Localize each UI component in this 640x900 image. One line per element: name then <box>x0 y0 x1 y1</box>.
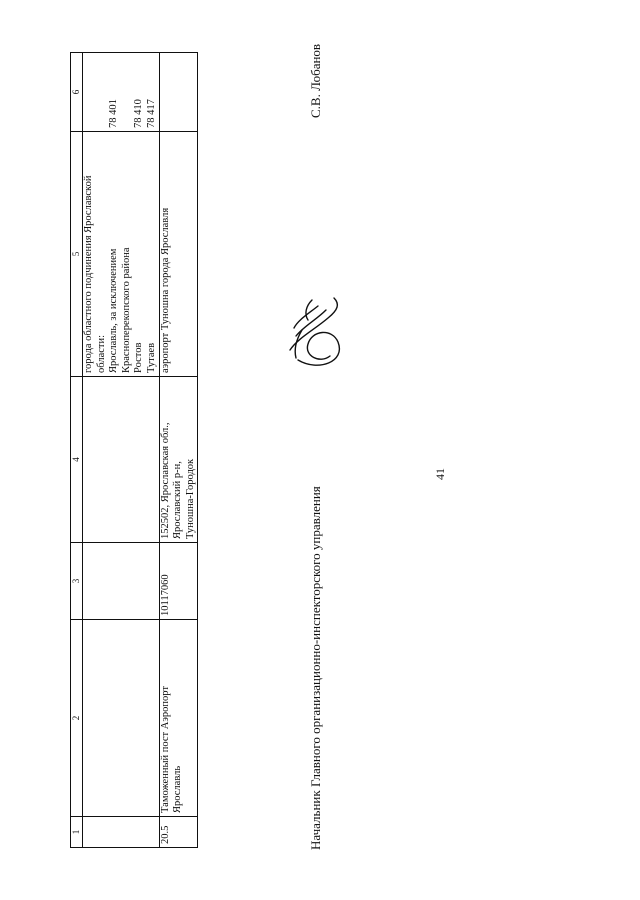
row-number-cell <box>83 817 160 848</box>
column-header-3: 3 <box>71 543 83 620</box>
table-row <box>159 53 198 848</box>
table-row <box>83 53 160 848</box>
address-line: 152502, Ярославская обл., <box>159 422 171 539</box>
territory-cell <box>159 132 198 377</box>
okato-cell <box>159 53 198 132</box>
okato-code <box>96 56 109 128</box>
column-header-2: 2 <box>71 620 83 817</box>
signatory-position: Начальник Главного организационно-инспекторского управления <box>308 486 323 850</box>
post-name-line: Ярославль <box>172 765 184 813</box>
territory-line: аэропорт Туношна города Ярославля <box>159 207 171 373</box>
column-header-6: 6 <box>71 53 83 132</box>
okato-code <box>83 56 96 128</box>
territory-cell <box>83 132 160 377</box>
okato-cell <box>83 53 160 132</box>
territory-line: Ростов <box>133 342 145 373</box>
okato-code: 78 417 <box>145 99 157 128</box>
table-header-row <box>71 53 83 848</box>
post-code-cell: 10117060 <box>159 543 198 620</box>
handwritten-signature <box>268 290 358 380</box>
post-name-cell <box>83 620 160 817</box>
address-cell <box>83 377 160 543</box>
address-cell <box>159 377 198 543</box>
column-header-5: 5 <box>71 132 83 377</box>
okato-code <box>121 56 134 128</box>
post-name-cell <box>159 620 198 817</box>
address-line: Ярославский р-н, <box>172 461 184 539</box>
row-number-cell: 20.5 <box>159 817 198 848</box>
address-line: Туношна-Городок <box>184 458 196 539</box>
territory-line: Красноперекопского района <box>120 247 132 373</box>
page-number: 41 <box>433 468 447 480</box>
customs-posts-table <box>70 52 198 848</box>
column-header-4: 4 <box>71 377 83 543</box>
territory-line: Ярославль, за исключением <box>108 248 120 373</box>
column-header-1: 1 <box>71 817 83 848</box>
okato-code: 78 410 <box>133 99 145 128</box>
post-code-cell <box>83 543 160 620</box>
territory-line: города областного подчинения Ярославской <box>83 175 94 373</box>
territory-line: области: <box>95 334 107 373</box>
post-name-line: Таможенный пост Аэропорт <box>159 686 171 813</box>
signatory-name: С.В. Лобанов <box>308 43 323 118</box>
okato-code: 78 401 <box>108 99 120 128</box>
territory-line: Тутаев <box>145 342 157 373</box>
